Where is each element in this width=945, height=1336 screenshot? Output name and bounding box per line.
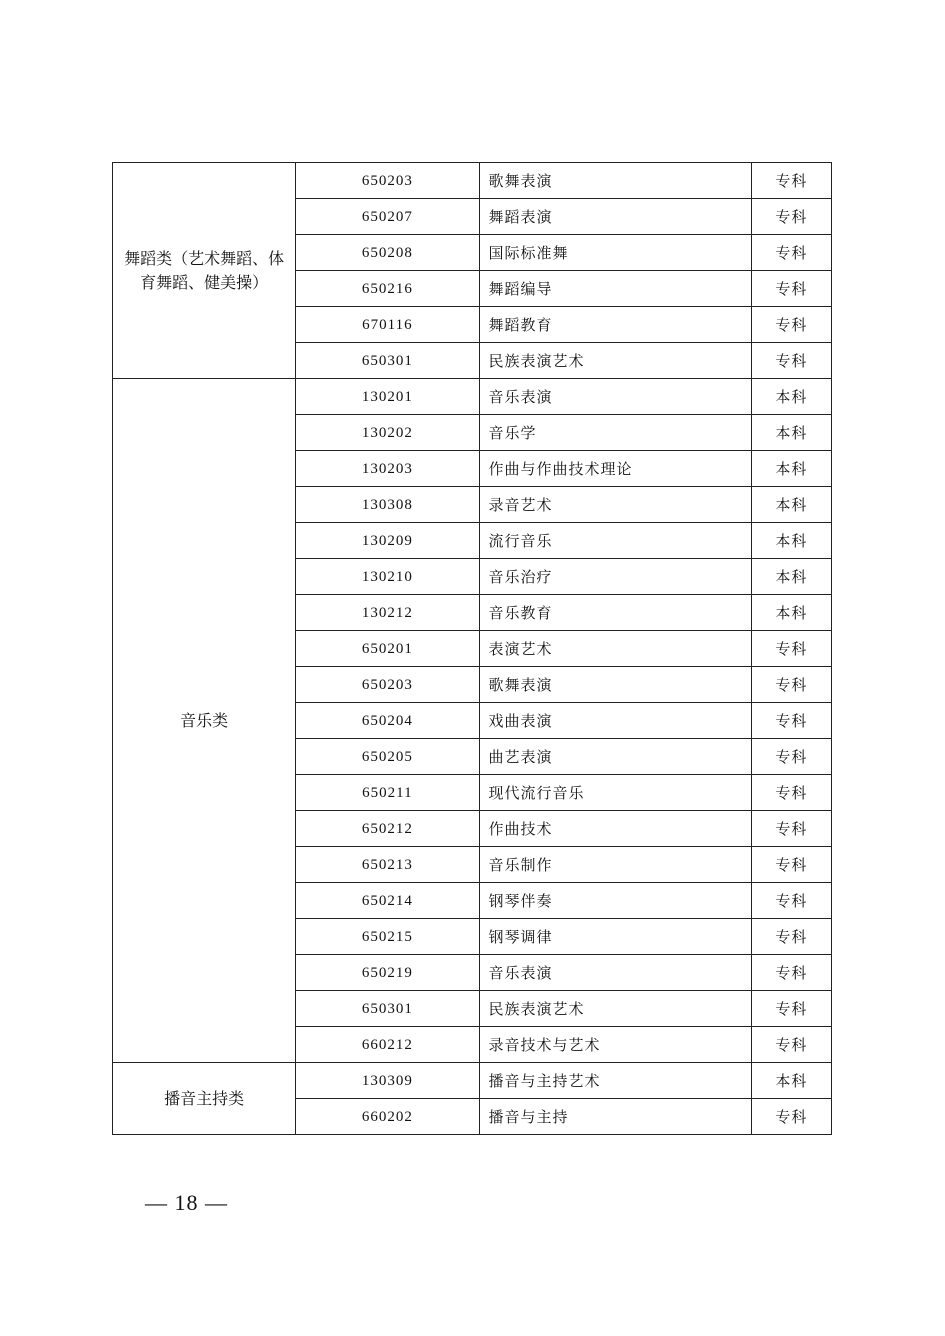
code-cell: 650301 [296, 343, 479, 379]
code-cell: 650216 [296, 271, 479, 307]
code-cell: 650203 [296, 163, 479, 199]
major-table [112, 162, 832, 1135]
name-cell: 音乐表演 [479, 955, 751, 991]
level-cell: 专科 [751, 847, 831, 883]
code-cell: 130308 [296, 487, 479, 523]
name-cell: 播音与主持 [479, 1099, 751, 1135]
code-cell: 650219 [296, 955, 479, 991]
level-cell: 本科 [751, 559, 831, 595]
name-cell: 舞蹈教育 [479, 307, 751, 343]
table-body [113, 163, 832, 1135]
code-cell: 650207 [296, 199, 479, 235]
name-cell: 播音与主持艺术 [479, 1063, 751, 1099]
category-cell: 舞蹈类（艺术舞蹈、体育舞蹈、健美操） [113, 163, 296, 379]
level-cell: 本科 [751, 1063, 831, 1099]
level-cell: 专科 [751, 1099, 831, 1135]
name-cell: 钢琴调律 [479, 919, 751, 955]
code-cell: 650213 [296, 847, 479, 883]
code-cell: 650205 [296, 739, 479, 775]
name-cell: 戏曲表演 [479, 703, 751, 739]
name-cell: 舞蹈表演 [479, 199, 751, 235]
level-cell: 专科 [751, 811, 831, 847]
code-cell: 130201 [296, 379, 479, 415]
level-cell: 专科 [751, 307, 831, 343]
name-cell: 作曲与作曲技术理论 [479, 451, 751, 487]
name-cell: 流行音乐 [479, 523, 751, 559]
code-cell: 650201 [296, 631, 479, 667]
level-cell: 本科 [751, 523, 831, 559]
code-cell: 650203 [296, 667, 479, 703]
code-cell: 130209 [296, 523, 479, 559]
code-cell: 130202 [296, 415, 479, 451]
code-cell: 660212 [296, 1027, 479, 1063]
name-cell: 舞蹈编导 [479, 271, 751, 307]
page-number: — 18 — [145, 1190, 228, 1215]
name-cell: 录音艺术 [479, 487, 751, 523]
category-cell: 播音主持类 [113, 1063, 296, 1135]
code-cell: 650301 [296, 991, 479, 1027]
code-cell: 650204 [296, 703, 479, 739]
level-cell: 专科 [751, 739, 831, 775]
level-cell: 专科 [751, 991, 831, 1027]
name-cell: 音乐教育 [479, 595, 751, 631]
code-cell: 650211 [296, 775, 479, 811]
table-row [113, 163, 832, 199]
level-cell: 专科 [751, 775, 831, 811]
name-cell: 音乐制作 [479, 847, 751, 883]
code-cell: 650208 [296, 235, 479, 271]
name-cell: 曲艺表演 [479, 739, 751, 775]
level-cell: 专科 [751, 919, 831, 955]
name-cell: 表演艺术 [479, 631, 751, 667]
name-cell: 国际标准舞 [479, 235, 751, 271]
code-cell: 130210 [296, 559, 479, 595]
code-cell: 670116 [296, 307, 479, 343]
code-cell: 660202 [296, 1099, 479, 1135]
level-cell: 专科 [751, 271, 831, 307]
name-cell: 民族表演艺术 [479, 343, 751, 379]
name-cell: 歌舞表演 [479, 667, 751, 703]
code-cell: 650212 [296, 811, 479, 847]
level-cell: 专科 [751, 667, 831, 703]
level-cell: 专科 [751, 199, 831, 235]
name-cell: 音乐表演 [479, 379, 751, 415]
level-cell: 专科 [751, 235, 831, 271]
name-cell: 录音技术与艺术 [479, 1027, 751, 1063]
name-cell: 作曲技术 [479, 811, 751, 847]
code-cell: 130309 [296, 1063, 479, 1099]
level-cell: 专科 [751, 343, 831, 379]
level-cell: 专科 [751, 883, 831, 919]
name-cell: 音乐学 [479, 415, 751, 451]
level-cell: 专科 [751, 163, 831, 199]
level-cell: 本科 [751, 487, 831, 523]
level-cell: 本科 [751, 379, 831, 415]
level-cell: 本科 [751, 595, 831, 631]
name-cell: 钢琴伴奏 [479, 883, 751, 919]
level-cell: 本科 [751, 451, 831, 487]
code-cell: 130212 [296, 595, 479, 631]
level-cell: 本科 [751, 415, 831, 451]
level-cell: 专科 [751, 955, 831, 991]
level-cell: 专科 [751, 703, 831, 739]
level-cell: 专科 [751, 1027, 831, 1063]
name-cell: 音乐治疗 [479, 559, 751, 595]
name-cell: 现代流行音乐 [479, 775, 751, 811]
code-cell: 650214 [296, 883, 479, 919]
code-cell: 650215 [296, 919, 479, 955]
name-cell: 民族表演艺术 [479, 991, 751, 1027]
category-cell: 音乐类 [113, 379, 296, 1063]
level-cell: 专科 [751, 631, 831, 667]
name-cell: 歌舞表演 [479, 163, 751, 199]
table-row [113, 379, 832, 415]
code-cell: 130203 [296, 451, 479, 487]
table-row [113, 1063, 832, 1099]
